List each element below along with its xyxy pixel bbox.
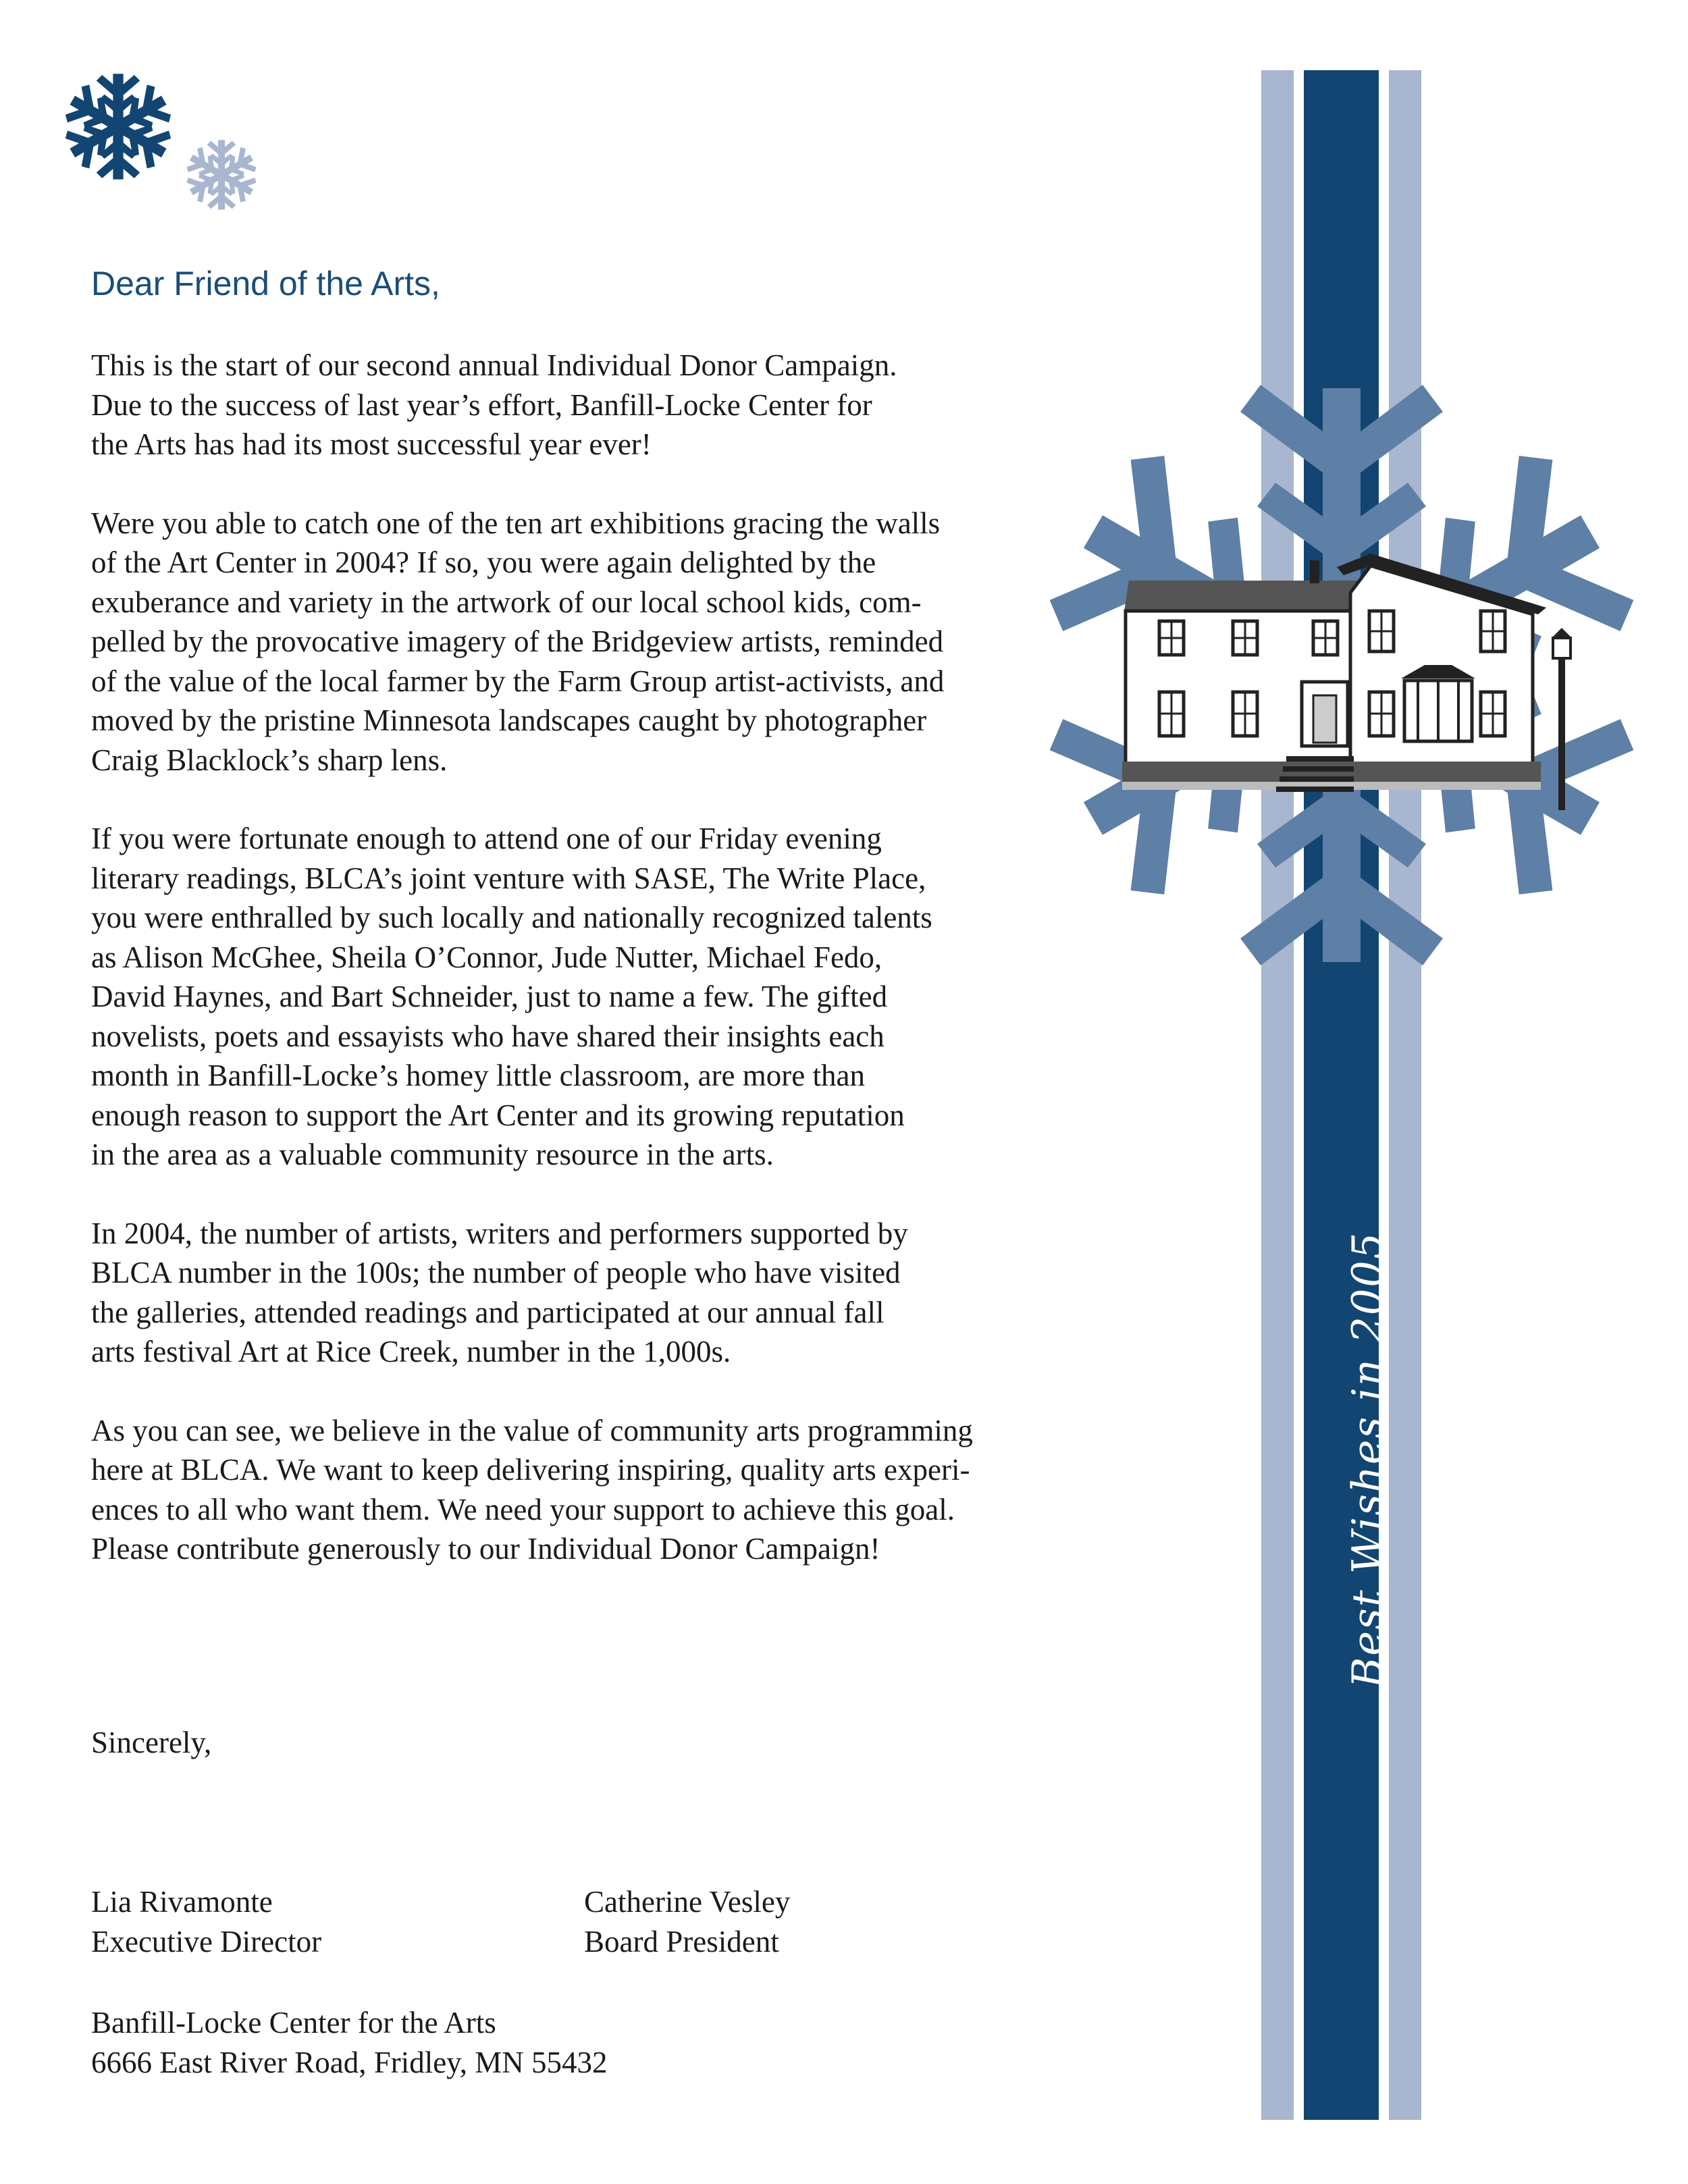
text-line: Were you able to catch one of the ten art exhibitions gracing the walls bbox=[91, 506, 941, 540]
signer-title: Executive Director bbox=[91, 1924, 322, 1959]
text-line: month in Banfill-Locke’s homey little classroom, are more than bbox=[91, 1059, 865, 1092]
paragraph bbox=[91, 504, 1084, 780]
text-line: you were enthralled by such locally and nationally recognized talents bbox=[91, 901, 932, 934]
text-line: literary readings, BLCA’s joint venture with SASE, The Write Place, bbox=[91, 861, 926, 895]
snowflake-icon bbox=[184, 135, 259, 215]
signer-name: Catherine Vesley bbox=[584, 1885, 791, 1919]
ribbon-decoration bbox=[1040, 0, 1688, 2184]
ribbon-greeting bbox=[1342, 1203, 1392, 1716]
text-line: David Haynes, and Bart Schneider, just to name a few. The gifted bbox=[91, 980, 888, 1013]
text-line: the Arts has had its most successful year ever! bbox=[91, 427, 652, 461]
organization-address bbox=[91, 2003, 608, 2082]
text-line: arts festival Art at Rice Creek, number in the 1,000s. bbox=[91, 1335, 731, 1368]
snowflake-icon bbox=[61, 68, 176, 186]
text-line: ences to all who want them. We need your support to achieve this goal. bbox=[91, 1492, 955, 1526]
text-line: here at BLCA. We want to keep delivering inspiring, quality arts experi- bbox=[91, 1453, 970, 1487]
text-line: Craig Blacklock’s sharp lens. bbox=[91, 743, 448, 777]
paragraph bbox=[91, 346, 1084, 464]
text-line: of the Art Center in 2004? If so, you were again delighted by the bbox=[91, 545, 876, 579]
text-line: Due to the success of last year’s effort, Banfill-Locke Center for bbox=[91, 388, 872, 422]
signer-block bbox=[91, 1882, 321, 1961]
text-line: the galleries, attended readings and participated at our annual fall bbox=[91, 1295, 885, 1329]
text-line: as Alison McGhee, Sheila O’Connor, Jude Nutter, Michael Fedo, bbox=[91, 940, 882, 974]
text-line: As you can see, we believe in the value of community arts programming bbox=[91, 1413, 973, 1447]
ribbon-stripe-left bbox=[1261, 70, 1294, 2120]
text-line: enough reason to support the Art Center and its growing reputation bbox=[91, 1098, 905, 1132]
paragraph bbox=[91, 1214, 1084, 1372]
letter-body bbox=[91, 346, 1084, 1608]
signer-title: Board President bbox=[584, 1924, 779, 1959]
text-line: in the area as a valuable community resource in the arts. bbox=[91, 1138, 774, 1171]
text-line: If you were fortunate enough to attend one of our Friday evening bbox=[91, 822, 882, 855]
signer-block bbox=[584, 1882, 790, 1961]
text-line: This is the start of our second annual Individual Donor Campaign. bbox=[91, 348, 897, 382]
organization-name: Banfill-Locke Center for the Arts bbox=[91, 2006, 496, 2040]
ribbon-stripe-center bbox=[1304, 70, 1379, 2120]
text-line: exuberance and variety in the artwork of our local school kids, com- bbox=[91, 585, 922, 619]
text-line: In 2004, the number of artists, writers and performers supported by bbox=[91, 1216, 908, 1250]
paragraph bbox=[91, 1411, 1084, 1569]
text-line: pelled by the provocative imagery of the Bridgeview artists, reminded bbox=[91, 624, 944, 658]
text-line: Please contribute generously to our Individual Donor Campaign! bbox=[91, 1532, 880, 1566]
text-line: of the value of the local farmer by the Farm Group artist-activists, and bbox=[91, 664, 945, 698]
text-line: moved by the pristine Minnesota landscapes caught by photographer bbox=[91, 703, 927, 737]
salutation: Dear Friend of the Arts, bbox=[91, 265, 440, 302]
text-line: novelists, poets and essayists who have shared their insights each bbox=[91, 1019, 885, 1053]
text-line: BLCA number in the 100s; the number of people who have visited bbox=[91, 1256, 901, 1289]
closing: Sincerely, bbox=[91, 1726, 212, 1759]
ribbon-greeting-text: Best Wishes in 2005 bbox=[1342, 1231, 1392, 1688]
ribbon-stripe-right bbox=[1389, 70, 1421, 2120]
organization-street: 6666 East River Road, Fridley, MN 55432 bbox=[91, 2045, 608, 2079]
signer-name: Lia Rivamonte bbox=[91, 1885, 273, 1919]
paragraph bbox=[91, 819, 1084, 1175]
